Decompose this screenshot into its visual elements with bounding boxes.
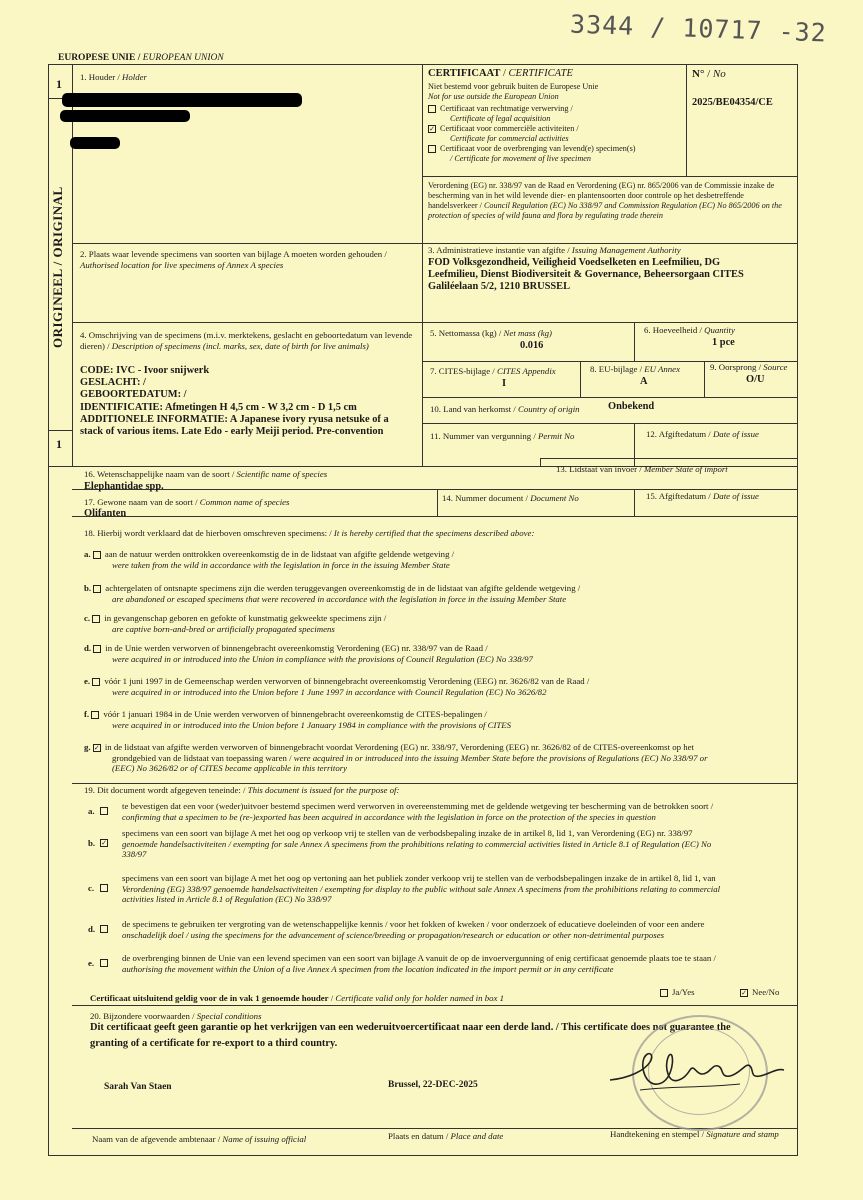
country-of-origin-value: Onbekend [608, 401, 655, 412]
regulation-text: Verordening (EG) nr. 338/97 van de Raad en Verordening (EG) nr. 865/2006 van de Commissie inzake de bescherming van in het wild levende dier- en plantensoorten door controle op het desbetreffende handelsverkeer / Council Regulation (EC) No 338/97 and Commission Regulation (EC) No 865/2006 on the protection of species of wild fauna and flora by regulating trade therein [428, 181, 782, 220]
checkbox-icon [92, 615, 100, 623]
checkbox-icon [100, 884, 108, 892]
box9-label: 9. Oorsprong / Source [710, 362, 788, 372]
box4-label: 4. Omschrijving van de specimens (m.i.v. merktekens, geslacht en geboortedatum van levende dieren) / Description of specimens (incl. marks, sex, date of birth for live animals) [80, 330, 413, 351]
checkbox-icon [100, 925, 108, 933]
box20-label: 20. Bijzondere voorwaarden / Special conditions [90, 1011, 262, 1021]
cert-option-commercial: ✓ Certificaat voor commerciële activiteiten / [429, 124, 579, 134]
box1-label: 1. Houder / Holder [80, 72, 147, 82]
cites-appendix-value: I [502, 378, 507, 389]
eu-header: EUROPESE UNIE / EUROPEAN UNION [58, 53, 224, 63]
validity-statement: Certificaat uitsluitend geldig voor de in vak 1 genoemde houder / Certificate valid only for holder named in box 1 [90, 993, 505, 1003]
checkbox-checked-icon: ✓ [101, 839, 107, 847]
checkbox-icon [100, 959, 108, 967]
checkbox-icon [93, 645, 101, 653]
checkbox-checked-icon: ✓ [741, 988, 747, 997]
specimen-description: CODE: IVC - Ivoor snijwerk GESLACHT: / GEBOORTEDATUM: / IDENTIFICATIE: Afmetingen H 4,5 cm - W 3,2 cm - D 1,5 cm ADDITIONELE INFORMATIE: A Japanese ivory ryusa netsuke of a stack of various items. Late Edo - early Meiji period. Pre-convention [80, 365, 389, 438]
checkbox-checked-icon: ✓ [93, 743, 100, 752]
checkbox-icon [92, 678, 100, 686]
label-place-date: Plaats en datum / Place and date [388, 1131, 504, 1141]
eu-annex-value: A [640, 376, 648, 387]
label-issuing-official: Naam van de afgevende ambtenaar / Name of issuing official [92, 1134, 307, 1144]
certificate-number-label: N° / No [692, 68, 726, 80]
box5-label: 5. Nettomassa (kg) / Net mass (kg) [430, 328, 552, 338]
box2-label: 2. Plaats waar levende specimens van soorten van bijlage A moeten worden gehouden / Authorised location for live specimens of Annex A species [80, 249, 387, 270]
checkbox-icon [428, 105, 436, 113]
box10-label: 10. Land van herkomst / Country of origin [430, 404, 580, 414]
original-number-bottom: 1 [56, 437, 62, 451]
box18-item-g: g. ✓ in de lidstaat van afgifte werden verworven of binnengebracht voordat Verordening (EG) nr. 338/97, Verordening (EEG) nr. 3626/82 of de CITES-overeenkomst op het grondgebied van de lidstaat van toepassing waren / were acquired in or introduced into the issuing Member State before the provisions of Regulations (EC) No 338/97 or (EEC) No 3626/82 or of CITES became applicable in this territory [84, 742, 708, 773]
source-value: O/U [746, 374, 765, 385]
issuing-official-name: Sarah Van Staen [104, 1082, 172, 1092]
box18-item-c: c. in gevangenschap geboren en gefokte of kunstmatig gekweekte specimens zijn / are captive born-and-bred or artificially propagated specimens [84, 613, 387, 634]
signature-image [600, 1040, 790, 1100]
box19-item-a: a. te bevestigen dat een voor (weder)uitvoer bestemd specimen werd verworven in overeenstemming met de geldende wetgeving ter bescherming van de betrokken soort / confirming that a specimen to be (re-)exported has been acquired in accordance with the legislation in force on the protection of the species in question [88, 801, 714, 822]
checkbox-icon [93, 551, 101, 559]
box18-item-f: f. vóór 1 januari 1984 in de Unie werden verworven of binnengebracht overeenkomstig de CITES-bepalingen / were acquired in or introduced into the Union before 1 January 1984 in compliance with the provisions of CITES [84, 709, 512, 730]
cert-option-legal-acquisition: Certificaat van rechtmatige verwerving / [428, 104, 686, 114]
box14-label: 14. Nummer document / Document No [442, 493, 579, 503]
checkbox-checked-icon: ✓ [429, 125, 435, 134]
checkbox-icon [428, 145, 436, 153]
box7-label: 7. CITES-bijlage / CITES Appendix [430, 366, 556, 376]
box19-label: 19. Dit document wordt afgegeven teneinde: / This document is issued for the purpose of: [84, 785, 400, 795]
redacted-holder-address [60, 110, 190, 122]
box8-label: 8. EU-bijlage / EU Annex [590, 364, 680, 374]
box19-item-e: e. de overbrenging binnen de Unie van een levend specimen van een soort van bijlage A vanuit de op de invoervergunning of enig certificaat genoemde plaats toe te staan / authorising the movement within the Union of a live Annex A specimen from the location indicated in the import permit or in any certificate [88, 953, 716, 974]
net-mass-value: 0.016 [520, 340, 544, 351]
box18-label: 18. Hierbij wordt verklaard dat de hierboven omschreven specimens: / It is hereby certified that the specimens described above: [84, 528, 535, 538]
box12-label: 12. Afgiftedatum / Date of issue [646, 429, 759, 439]
box19-item-c: c. specimens van een soort van bijlage A met het oog op vertoning aan het publiek zonder verkoop vrij te stellen van de verbodsbepalingen inzake de in artikel 8, lid 1, van Verordening (EG) 338/97 genoemde handelsactiviteiten / exempting for display to the public without sale Annex A specimens from the prohibitions relating to commercial activities listed in Article 8.1 of Regulation (EC) No 338/97 [88, 873, 721, 904]
box11-label: 11. Nummer van vergunning / Permit No [430, 431, 575, 441]
box6-label: 6. Hoeveelheid / Quantity [644, 325, 735, 335]
scientific-name-value: Elephantidae spp. [84, 481, 164, 492]
quantity-value: 1 pce [712, 337, 735, 348]
certificate-note: Niet bestemd voor gebruik buiten de Europese Unie Not for use outside the European Union [428, 82, 599, 101]
box16-label: 16. Wetenschappelijke naam van de soort / Scientific name of species [84, 469, 328, 479]
box1-number: 1 [56, 77, 62, 91]
certificate-number: 2025/BE04354/CE [692, 97, 773, 108]
box15-label: 15. Afgiftedatum / Date of issue [646, 491, 759, 501]
handwritten-reference: 3344 / 10717 -32 [569, 9, 828, 48]
validity-yes: Ja/Yes [660, 987, 695, 998]
checkbox-icon [93, 585, 101, 593]
issuing-authority: FOD Volksgezondheid, Veiligheid Voedselketen en Leefmilieu, DG Leefmilieu, Dienst Biodiversiteit & Governance, Beheersorgaan CITES Galiléelaan 5/2, 1210 BRUSSEL [428, 257, 744, 293]
label-signature-stamp: Handtekening en stempel / Signature and stamp [610, 1129, 779, 1139]
certificate-title: CERTIFICAAT / CERTIFICATE [428, 68, 573, 79]
box3-label: 3. Administratieve instantie van afgifte / Issuing Management Authority [428, 245, 681, 255]
box18-item-e: e. vóór 1 juni 1997 in de Gemeenschap werden verworven of binnengebracht overeenkomstig Verordening (EEG) nr. 3626/82 van de Raad / were acquired in or introduced into the Union before 1 June 1997 in accordance with Council Regulation (EC) No 3626/82 [84, 676, 590, 697]
box19-item-b: b. ✓ specimens van een soort van bijlage A met het oog op verkoop vrij te stellen van de verbodsbepaling inzake de in artikel 8, lid 1, van Verordening (EG) nr. 338/97 genoemde handelsactiviteiten / exempting for sale Annex A specimens from the prohibitions relating to commercial activities listed in Article 8.1 of Regulation (EC) No 338/97 [88, 828, 712, 859]
checkbox-icon [660, 989, 668, 997]
place-and-date: Brussel, 22-DEC-2025 [388, 1080, 478, 1090]
special-conditions: Dit certificaat geeft geen garantie op het verkrijgen van een wederuitvoercertificaat naar een derde land. / This certificate does not guarantee the granting of a certificate for re-export to a third country. [90, 1022, 731, 1050]
original-side-label: ORIGINEEL / ORIGINAL [50, 186, 65, 348]
box18-item-d: d. in de Unie werden verworven of binnengebracht overeenkomstig Verordening (EG) nr. 338/97 van de Raad / were acquired in or introduced into the Union in compliance with the provisions of Council Regulation (EC) No 338/97 [84, 643, 533, 664]
checkbox-icon [91, 711, 99, 719]
box19-item-d: d. de specimens te gebruiken ter vergroting van de wetenschappelijke kennis / voor het fokken of kweken / voor onderzoek of educatieve doeleinden of voor een andere onschadelijk doel / using the specimens for the advancement of science/breeding or propagation/research or education or other non-detrimental purposes [88, 919, 705, 940]
box18-item-a: a. aan de natuur werden onttrokken overeenkomstig de in de lidstaat van afgifte geldende wetgeving / were taken from the wild in accordance with the legislation in force in the issuing Member State [84, 549, 455, 570]
validity-no: ✓ Nee/No [741, 987, 780, 997]
common-name-value: Olifanten [84, 508, 127, 519]
box18-item-b: b. achtergelaten of ontsnapte specimens zijn die werden teruggevangen overeenkomstig de in de lidstaat van afgifte geldende wetgeving / are abandoned or escaped specimens that were recovered in accordance with the legislation in force in the issuing Member State [84, 583, 581, 604]
redacted-holder-city [70, 137, 120, 149]
cert-option-movement: Certificaat voor de overbrenging van levend(e) specimen(s) [428, 144, 686, 154]
box17-label: 17. Gewone naam van de soort / Common name of species [84, 497, 290, 507]
redacted-holder-name [62, 93, 302, 107]
checkbox-icon [100, 807, 108, 815]
box13-label: 13. Lidstaat van invoer / Member State of import [556, 464, 728, 474]
certificate-type-options: Certificaat van rechtmatige verwerving / Certificate of legal acquisition ✓ Certificaat voor commerciële activiteiten / Certificate for commercial activities Certificaat voor de overbrenging van levend(e) specimen(s) / Certificate for movement of live specimen [428, 104, 686, 164]
